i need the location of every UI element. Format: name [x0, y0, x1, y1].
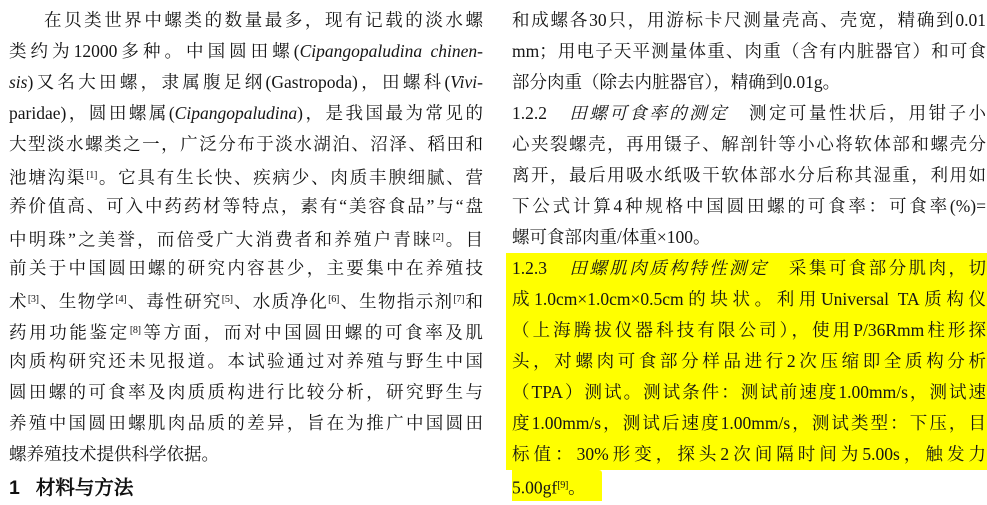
text-segment: mm；用电子天平测量体重、肉重（含有内脏器官）和可食	[512, 41, 986, 61]
highlighted-text-line	[506, 253, 987, 284]
latin-species-name: Cipangopaludina	[174, 103, 298, 123]
text-segment: 养殖中国圆田螺肌肉品质的差异，旨在为推广中国圆田	[9, 413, 483, 433]
text-segment: 1.2.2	[512, 103, 570, 123]
text-segment: 在贝类世界中螺类的数量最多，现有记载的淡水螺	[44, 10, 483, 30]
highlighted-text-line	[506, 346, 987, 377]
text-segment: 。目	[443, 229, 483, 250]
text-segment: 离开，最后用吸水纸吸干软体部水分后称其湿重，利用如	[512, 165, 986, 185]
text-line	[512, 129, 986, 160]
text-segment: 、生物指示剂	[339, 291, 454, 312]
reference-superscript: [8]	[129, 325, 141, 336]
reference-superscript: [1]	[86, 170, 98, 181]
reference-superscript: [6]	[328, 294, 340, 305]
text-line	[9, 36, 483, 67]
text-segment: 、生物学	[38, 291, 116, 312]
text-segment: )，是我国最为常见的	[297, 103, 483, 123]
text-line	[9, 346, 483, 377]
latin-species-name: Cipangopaludina chinen-	[299, 41, 483, 61]
text-segment: 池塘沟渠	[9, 167, 87, 188]
text-segment: 。它具有生长快、疾病少、肉质丰腴细腻、营	[97, 167, 483, 188]
text-line	[512, 5, 986, 36]
text-segment: 、水质净化	[232, 291, 329, 312]
highlighted-text-line	[506, 408, 987, 439]
highlighted-text-line	[506, 377, 987, 408]
text-segment: 养价值高、可入中药药材等特点，素有“美容食品”与“盘	[9, 196, 483, 216]
section-title: 材料与方法	[35, 477, 134, 499]
text-segment: 螺养殖技术提供科学依据。	[9, 444, 219, 464]
text-segment: 中明珠”之美誉，而倍受广大消费者和养殖户青睐	[9, 229, 433, 250]
text-line	[9, 284, 483, 315]
text-line	[9, 191, 483, 222]
text-segment: 采集可食部分肌肉，切	[768, 258, 987, 278]
highlight-span	[512, 470, 602, 501]
text-line	[512, 191, 986, 222]
text-line	[9, 377, 483, 408]
text-segment: 下公式计算4种规格中国圆田螺的可食率：可食率(%)=	[512, 196, 986, 216]
text-line	[9, 98, 483, 129]
text-segment: 螺可食部肉重/体重×100。	[512, 227, 711, 247]
section-number: 1	[9, 477, 20, 499]
text-line	[512, 222, 986, 253]
left-column	[9, 5, 483, 504]
text-segment: )又名大田螺，隶属腹足纲(Gastropoda)，田螺科(	[27, 72, 451, 92]
text-line	[512, 160, 986, 191]
text-segment: 和	[464, 291, 483, 312]
text-line	[9, 439, 483, 470]
text-segment: 等方面，而对中国圆田螺的可食率及肌	[140, 322, 483, 343]
reference-superscript: [7]	[453, 294, 465, 305]
reference-superscript: [4]	[115, 294, 127, 305]
reference-superscript: [5]	[221, 294, 233, 305]
left-column-text	[9, 5, 483, 470]
text-line	[512, 36, 986, 67]
highlighted-text-line	[506, 315, 987, 346]
text-segment: 前关于中国圆田螺的研究内容甚少，主要集中在养殖技	[9, 258, 483, 278]
latin-species-name: Vivi-	[450, 72, 483, 92]
highlighted-text-line	[512, 470, 986, 501]
text-segment: 成1.0cm×1.0cm×0.5cm的块状。利用Universal TA质构仪	[512, 289, 986, 309]
text-segment: 药用功能鉴定	[9, 322, 130, 343]
text-segment: 标值：30%形变，探头2次间隔时间为5.00s，触发力	[512, 444, 986, 464]
text-line	[9, 67, 483, 98]
text-line	[9, 5, 483, 36]
text-segment: 术	[9, 291, 28, 312]
subsection-title: 田螺可食率的测定	[569, 103, 730, 123]
right-column	[512, 5, 986, 504]
text-segment: 1.2.3	[512, 258, 570, 278]
text-segment: paridae)，圆田螺属(	[9, 103, 175, 123]
text-segment: 度1.00mm/s，测试后速度1.00mm/s，测试类型：下压，目	[512, 413, 986, 433]
text-segment: 5.00gf	[512, 477, 558, 498]
highlighted-text-line	[506, 439, 987, 470]
text-segment: 类约为12000多种。中国圆田螺(	[9, 41, 300, 61]
text-segment: 、毒性研究	[126, 291, 222, 312]
text-segment: 肉质构研究还未见报道。本试验通过对养殖与野生中国	[9, 351, 483, 371]
latin-species-name: sis	[9, 72, 28, 92]
text-segment: 部分肉重（除去内脏器官），精确到0.01g。	[512, 72, 841, 92]
text-line	[512, 98, 986, 129]
text-line	[9, 129, 483, 160]
text-segment: 头，对螺肉可食部分样品进行2次压缩即全质构分析	[512, 351, 986, 371]
text-line	[512, 67, 986, 98]
right-column-text	[512, 5, 986, 501]
text-line	[9, 222, 483, 253]
text-segment: 心夹裂螺壳，再用镊子、解剖针等小心将软体部和螺壳分	[512, 134, 986, 154]
text-segment: 大型淡水螺类之一，广泛分布于淡水湖泊、沼泽、稻田和	[9, 134, 483, 154]
section-heading-materials-methods	[9, 473, 483, 504]
text-segment: 测定可量性状后，用钳子小	[729, 103, 986, 123]
text-line	[9, 160, 483, 191]
text-segment: 和成螺各30只，用游标卡尺测量壳高、壳宽，精确到0.01	[512, 10, 986, 30]
text-line	[9, 253, 483, 284]
reference-superscript: [9]	[557, 480, 569, 491]
text-line	[9, 408, 483, 439]
reference-superscript: [2]	[432, 232, 444, 243]
reference-superscript: [3]	[27, 294, 39, 305]
subsection-title: 田螺肌肉质构特性测定	[569, 258, 769, 278]
text-segment: （TPA）测试。测试条件：测试前速度1.00mm/s，测试速	[512, 382, 986, 402]
text-segment: 圆田螺的可食率及肉质质构进行比较分析，研究野生与	[9, 382, 483, 402]
text-segment: 。	[568, 477, 586, 498]
text-line	[9, 315, 483, 346]
highlighted-text-line	[506, 284, 987, 315]
text-segment: （上海腾拔仪器科技有限公司），使用P/36Rmm柱形探	[512, 320, 986, 340]
